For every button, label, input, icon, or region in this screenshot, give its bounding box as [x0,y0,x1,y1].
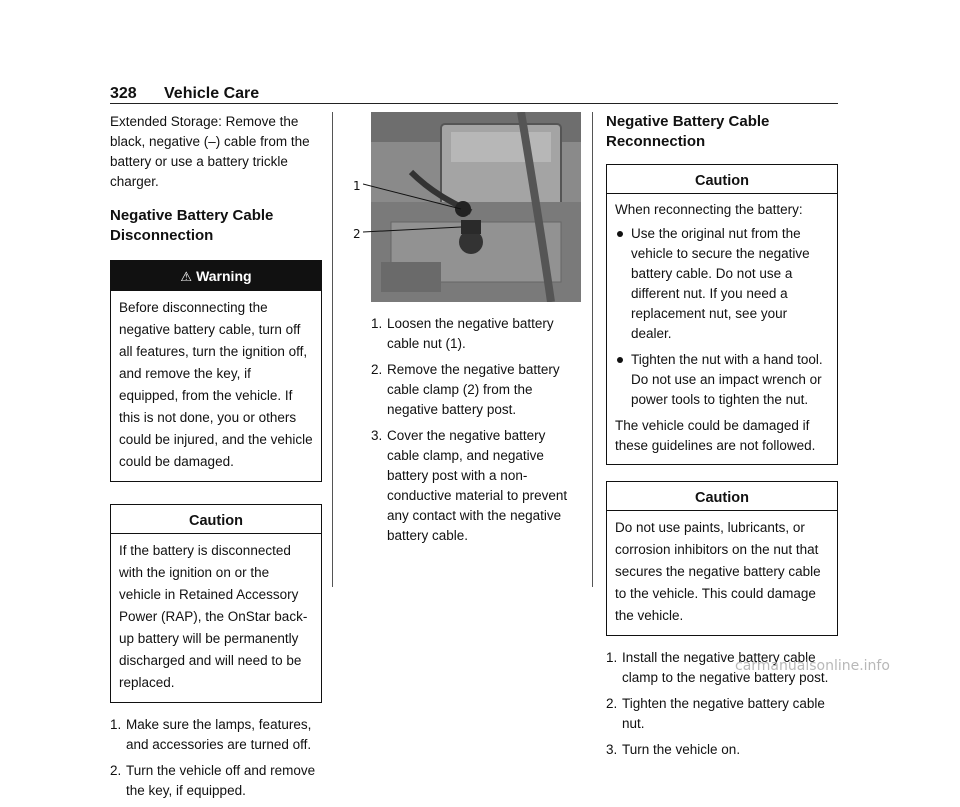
step-number: 1. [110,717,122,732]
step-text: Turn the vehicle on. [622,742,741,757]
list-item [606,740,838,760]
step-text: Loosen the negative battery cable nut (1). [387,316,554,351]
step-number: 1. [606,650,618,665]
warning-icon: ⚠ [180,269,193,284]
caution-bullets [615,224,829,410]
disconnect-prep-steps [110,715,322,801]
disconnection-heading: Negative Battery Cable Disconnection [110,207,274,244]
caution-title: Caution [695,490,749,506]
step-number: 2. [110,763,122,778]
reconnection-heading: Negative Battery Cable Reconnection [606,113,770,150]
column-2 [353,112,581,552]
caution-box-reconnect [606,164,838,465]
step-number: 3. [606,742,618,757]
caution-body: Do not use paints, lubricants, or corrosion inhibitors on the nut that secures the negative battery cable to the vehicle. This could damage the vehicle. [615,520,821,623]
page-header [110,84,838,104]
step-number: 2. [606,696,618,711]
warning-header [111,261,321,291]
column-divider-1 [332,112,333,587]
callout-lines [363,172,473,242]
caution-intro: When reconnecting the battery: [615,202,803,217]
caution-title: Caution [189,513,243,529]
caution-body [607,194,837,464]
watermark-link[interactable]: carmanualsonline.info [735,658,890,674]
callout-1: 1 [353,179,361,193]
step-text: Turn the vehicle off and remove the key, if equipped. [126,763,316,798]
caution-box-corrosion [606,481,838,636]
bullet-text: Tighten the nut with a hand tool. Do not use an impact wrench or power tools to tighten the nut. [631,352,823,407]
caution-body: If the battery is disconnected with the ignition on or the vehicle in Retained Accessory Power (RAP), the OnStar back-up battery will be permanently discharged and will need to be replaced. [119,543,308,690]
step-number: 2. [371,362,383,377]
caution-outro: The vehicle could be damaged if these guidelines are not followed. [615,418,816,453]
list-item [371,360,581,420]
list-item [615,224,829,344]
list-item [371,426,581,546]
step-text: Remove the negative battery cable clamp (2) from the negative battery post. [387,362,560,417]
step-text: Tighten the negative battery cable nut. [622,696,825,731]
warning-body: Before disconnecting the negative battery cable, turn off all features, turn the ignition off, and remove the key, if equipped, from the vehicle. If this is not done, you or others could be injured, and the vehicle could be damaged. [119,300,313,469]
callout-2: 2 [353,227,361,241]
step-text: Cover the negative battery cable clamp, and negative battery post with a non-conductive material to prevent any contact with the negative battery cable. [387,428,568,543]
bullet-icon [617,231,623,237]
bullet-text: Use the original nut from the vehicle to secure the negative battery cable. Do not use a different nut. If you need a replacement nut, see your dealer. [631,226,810,341]
list-item [615,350,829,410]
list-item [371,314,581,354]
extended-storage-text: Extended Storage: Remove the black, negative (–) cable from the battery or use a battery trickle charger. [110,114,310,189]
column-divider-2 [592,112,593,587]
warning-title: Warning [196,268,252,284]
column-1 [110,112,322,807]
step-number: 3. [371,428,383,443]
list-item [110,715,322,755]
page-number: 328 [110,85,137,102]
step-text: Make sure the lamps, features, and accessories are turned off. [126,717,312,752]
disconnect-steps [371,314,581,546]
bullet-icon [617,357,623,363]
step-text: Install the negative battery cable clamp to the negative battery post. [622,650,829,685]
step-number: 1. [371,316,383,331]
list-item [606,694,838,734]
caution-box [110,504,322,703]
header-divider [110,103,838,104]
list-item [110,761,322,801]
caution-title: Caution [695,173,749,189]
section-title: Vehicle Care [164,85,260,102]
warning-box [110,260,322,482]
